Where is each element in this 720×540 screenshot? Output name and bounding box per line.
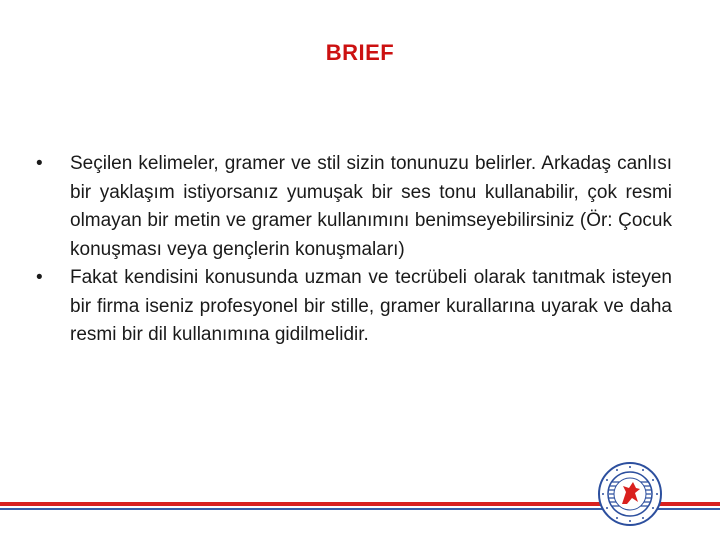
slide-title: BRIEF <box>325 40 395 65</box>
bullet-text: Fakat kendisini konusunda uzman ve tecrübeli olarak tanıtmak isteyen bir firma iseniz profesyonel bir stille, gramer kurallarına uyarak ve daha resmi bir dil kullanımına gidilmelidir. <box>70 267 672 345</box>
bullet-marker: • <box>36 267 43 288</box>
bullet-item <box>36 150 672 264</box>
university-seal-icon <box>598 462 662 526</box>
bullet-text: Seçilen kelimeler, gramer ve stil sizin tonunuzu belirler. Arkadaş canlısı bir yaklaşım istiyorsanız yumuşak bir ses tonu kullanabilir, çok resmi olmayan bir metin ve gramer kullanımını benimseyebilirsiniz (Ör: Çocuk konuşması veya gençlerin konuşmaları) <box>70 153 672 260</box>
bullet-marker: • <box>36 153 43 174</box>
bullet-item <box>36 264 672 350</box>
bullet-list <box>36 150 672 350</box>
